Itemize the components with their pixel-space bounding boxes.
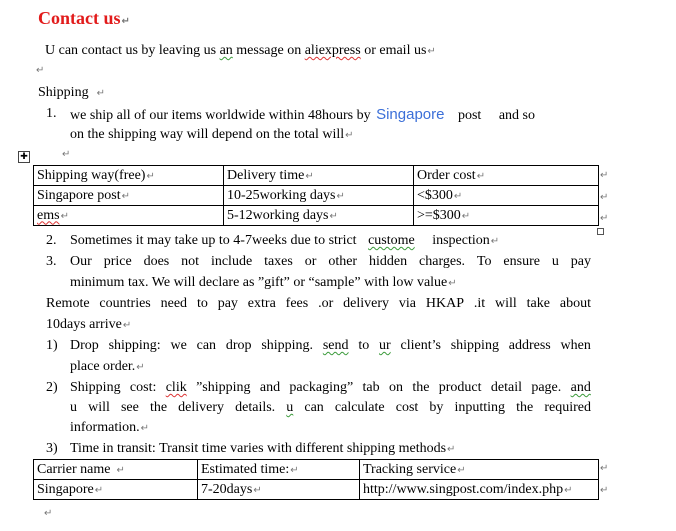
page-title: Contact us ↵ bbox=[38, 8, 130, 29]
point-3-number: 3) bbox=[46, 441, 58, 456]
row-end-mark-icon bbox=[600, 463, 608, 474]
table-cell: <$300 ↵ bbox=[414, 186, 599, 206]
paragraph-mark-icon bbox=[491, 236, 499, 247]
paragraph-mark-icon bbox=[141, 423, 149, 434]
paragraph-mark-icon bbox=[122, 16, 130, 27]
point-1-line1: Drop shipping: we can drop shipping. send to ur client’s shipping address when bbox=[70, 338, 591, 353]
paragraph-mark-icon bbox=[97, 88, 105, 99]
shipping-way-table bbox=[33, 165, 599, 226]
table-header-row bbox=[34, 460, 599, 480]
table-row bbox=[34, 186, 599, 206]
paragraph-mark-icon bbox=[123, 320, 131, 331]
list-item-3-line1: Our price does not include taxes or other hidden charges. To ensure u pay bbox=[70, 254, 591, 269]
table-cell: Singapore post ↵ bbox=[34, 186, 224, 206]
tracking-url-cell: http://www.singpost.com/index.php ↵ bbox=[360, 480, 599, 500]
paragraph-mark-icon bbox=[345, 130, 353, 141]
table-row bbox=[34, 480, 599, 500]
intro-paragraph: U can contact us by leaving us an message on aliexpress or email us ↵ bbox=[45, 43, 436, 59]
list-item-2: Sometimes it may take up to 4-7weeks due to strict custome inspection ↵ bbox=[70, 233, 499, 249]
row-end-mark-icon bbox=[600, 485, 608, 496]
table-row bbox=[34, 206, 599, 226]
paragraph-mark-icon bbox=[136, 362, 144, 373]
list-item-1-number: 1. bbox=[46, 106, 57, 121]
table-cell: 7-20days ↵ bbox=[198, 480, 360, 500]
table-cell: >=$300 ↵ bbox=[414, 206, 599, 226]
table-header-cell: Carrier name ↵ bbox=[34, 460, 198, 480]
paragraph-mark-icon bbox=[44, 508, 52, 519]
table-header-row bbox=[34, 166, 599, 186]
table-cell: 5-12working days ↵ bbox=[224, 206, 414, 226]
shipping-heading: Shipping ↵ bbox=[38, 85, 105, 101]
list-item-1-line1: we ship all of our items worldwide within 48hours by Singapore post and so bbox=[70, 106, 535, 123]
row-end-mark-icon bbox=[600, 170, 608, 181]
point-3-text: Time in transit: Transit time varies with different shipping methods ↵ bbox=[70, 441, 455, 457]
point-1-number: 1) bbox=[46, 338, 58, 353]
paragraph-mark-icon bbox=[448, 278, 456, 289]
paragraph-mark-icon bbox=[427, 46, 435, 57]
point-1-line2: place order. ↵ bbox=[70, 359, 145, 375]
table-header-cell: Estimated time: ↵ bbox=[198, 460, 360, 480]
table-resize-handle[interactable] bbox=[597, 228, 604, 235]
remote-paragraph-line1: Remote countries need to pay extra fees .or delivery via HKAP .it will take about bbox=[46, 296, 591, 311]
carrier-table bbox=[33, 459, 599, 500]
paragraph-mark-icon bbox=[36, 65, 44, 76]
list-item-1-line2: on the shipping way will depend on the total will ↵ bbox=[70, 127, 354, 143]
point-2-line1: Shipping cost: clik ”shipping and packaging” tab on the product detail page. and bbox=[70, 380, 591, 395]
list-item-2-number: 2. bbox=[46, 233, 57, 248]
table-header-cell: Shipping way(free) ↵ bbox=[34, 166, 224, 186]
row-end-mark-icon bbox=[600, 213, 608, 224]
table-header-cell: Delivery time ↵ bbox=[224, 166, 414, 186]
paragraph-mark-icon bbox=[62, 149, 70, 160]
paragraph-mark-icon bbox=[447, 444, 455, 455]
list-item-3-line2: minimum tax. We will declare as ”gift” or “sample” with low value ↵ bbox=[70, 275, 457, 291]
table-header-cell: Order cost ↵ bbox=[414, 166, 599, 186]
point-2-line3: information. ↵ bbox=[70, 420, 149, 436]
remote-paragraph-line2: 10days arrive ↵ bbox=[46, 317, 131, 333]
row-end-mark-icon bbox=[600, 192, 608, 203]
table-cell: ems ↵ bbox=[34, 206, 224, 226]
singapore-link[interactable]: Singapore bbox=[376, 106, 445, 123]
table-cell: Singapore ↵ bbox=[34, 480, 198, 500]
table-cell: 10-25working days ↵ bbox=[224, 186, 414, 206]
point-2-number: 2) bbox=[46, 380, 58, 395]
point-2-line2: u will see the delivery details. u can calculate cost by inputting the required bbox=[70, 400, 591, 415]
list-item-3-number: 3. bbox=[46, 254, 57, 269]
table-header-cell: Tracking service ↵ bbox=[360, 460, 599, 480]
table-move-handle-icon[interactable]: ✚ bbox=[18, 151, 30, 163]
